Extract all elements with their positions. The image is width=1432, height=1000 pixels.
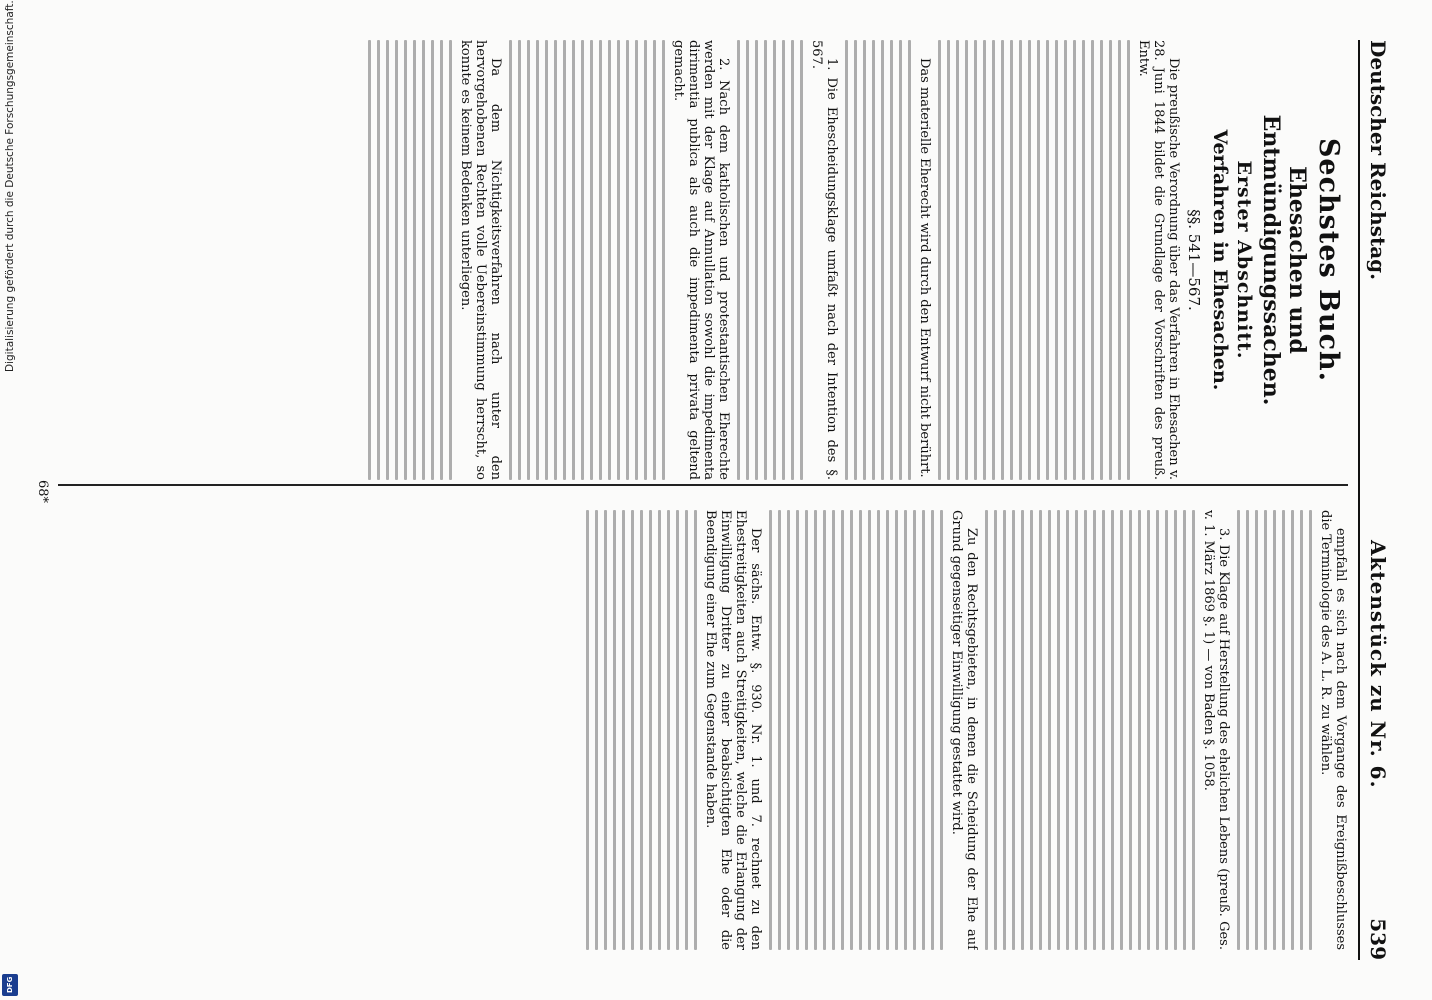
text-line: [1003, 510, 1006, 950]
text-line: [1048, 510, 1051, 950]
text-line: [791, 40, 794, 480]
paragraph-text: Das materielle Eherecht wird durch den Entwurf nicht berührt.: [917, 58, 932, 478]
text-line: [895, 510, 898, 950]
text-line: [1012, 510, 1015, 950]
text-line: [1127, 40, 1130, 480]
text-line: [1129, 510, 1132, 950]
text-line: [778, 510, 781, 950]
dfg-logo: DFG: [2, 974, 18, 996]
text-line: [841, 510, 844, 950]
text-line: [626, 40, 629, 480]
paragraph-text: 3. Die Klage auf Herstellung des ehelichen Lebens (preuß. Ges. v. 1. März 1869 §. 1) — von Baden §. 1058.: [1201, 510, 1231, 950]
text-line: [755, 40, 758, 480]
text-line: [581, 40, 584, 480]
signature-mark: 68*: [35, 480, 50, 504]
text-line: [644, 40, 647, 480]
text-line: [662, 40, 665, 480]
text-line: [1138, 510, 1141, 950]
text-line: [1075, 510, 1078, 950]
text-line: [1010, 40, 1013, 480]
paragraph-text: Die preußische Verordnung über das Verfahren in Ehesachen v. 28. Juni 1844 bildet die Grundlage der Vorschriften des preuß. Entw.: [1136, 40, 1181, 480]
text-line: [667, 510, 670, 950]
text-line: [1039, 510, 1042, 950]
text-line: [796, 510, 799, 950]
paragraph: [368, 40, 503, 480]
text-line: [545, 40, 548, 480]
text-line: [1028, 40, 1031, 480]
paragraph: [985, 510, 1231, 950]
text-line: [1037, 40, 1040, 480]
text-line: [850, 510, 853, 950]
text-line: [965, 40, 968, 480]
text-line: [1237, 510, 1240, 950]
text-line: [676, 510, 679, 950]
text-line: [931, 510, 934, 950]
text-line: [685, 510, 688, 950]
text-line: [649, 510, 652, 950]
paragraph: [938, 40, 1181, 480]
text-line: [1300, 510, 1303, 950]
text-line: [377, 40, 380, 480]
text-line: [805, 510, 808, 950]
text-line: [554, 40, 557, 480]
book-title: Sechstes Buch.: [1313, 137, 1344, 383]
paragraph-text: Da dem Nichtigkeitsverfahren nach unter den hervorgehobenen Rechten volle Uebereinstimmung herrscht, so konnte es keinem Bedenken unterliegen.: [458, 40, 503, 480]
text-line: [599, 40, 602, 480]
text-line: [1046, 40, 1049, 480]
text-line: [635, 40, 638, 480]
book-subtitle: Ehesachen und Entmündigungssachen.: [1258, 114, 1310, 406]
text-line: [431, 40, 434, 480]
text-line: [908, 40, 911, 480]
text-line: [938, 40, 941, 480]
text-line: [640, 510, 643, 950]
text-line: [509, 40, 512, 480]
text-line: [814, 510, 817, 950]
text-line: [913, 510, 916, 950]
section-subtitle: Verfahren in Ehesachen.: [1209, 129, 1231, 391]
text-line: [1246, 510, 1249, 950]
text-line: [1055, 40, 1058, 480]
text-line: [1030, 510, 1033, 950]
paragraph: [845, 40, 932, 480]
text-line: [1109, 40, 1112, 480]
text-line: [994, 510, 997, 950]
text-line: [1066, 510, 1069, 950]
text-line: [1091, 40, 1094, 480]
right-column: [58, 510, 1348, 950]
text-line: [1282, 510, 1285, 950]
text-line: [572, 40, 575, 480]
text-line: [518, 40, 521, 480]
text-line: [1120, 510, 1123, 950]
text-line: [985, 510, 988, 950]
text-line: [1255, 510, 1258, 950]
text-line: [956, 40, 959, 480]
text-line: [881, 40, 884, 480]
text-line: [832, 510, 835, 950]
text-line: [1021, 510, 1024, 950]
text-line: [1192, 510, 1195, 950]
text-line: [449, 40, 452, 480]
text-line: [859, 510, 862, 950]
text-line: [940, 510, 943, 950]
text-line: [613, 510, 616, 950]
text-line: [737, 40, 740, 480]
running-head: [1360, 40, 1390, 960]
text-line: [536, 40, 539, 480]
text-line: [422, 40, 425, 480]
left-column: [58, 40, 1348, 480]
section-title: Erster Abschnitt.: [1233, 160, 1255, 360]
paragraph-reference: §§. 541—567.: [1185, 209, 1203, 311]
text-line: [947, 40, 950, 480]
running-head-left: Deutscher Reichstag.: [1366, 40, 1390, 281]
text-line: [845, 40, 848, 480]
text-line: [746, 40, 749, 480]
text-line: [868, 510, 871, 950]
text-line: [890, 40, 893, 480]
paragraph-text: 1. Die Ehescheidungsklage umfaßt nach der Intention des §. 567.: [809, 40, 839, 480]
text-line: [658, 510, 661, 950]
text-line: [1291, 510, 1294, 950]
paragraph: [509, 40, 731, 480]
text-line: [563, 40, 566, 480]
text-line: [854, 40, 857, 480]
paragraph-text: 2. Nach dem katholischen und protestantischen Eherechte werden mit der Klage auf Annullation sowohl die impedimenta dirimentia publica als auch die impedimenta privata geltend gemacht.: [671, 40, 731, 480]
paragraph-text: empfahl es sich nach dem Vorgange des Ereignißbeschlusses die Terminologie des A. L. R. zu wählen.: [1318, 510, 1348, 950]
paragraph: [769, 510, 979, 950]
text-line: [586, 510, 589, 950]
text-line: [604, 510, 607, 950]
paragraph: [737, 40, 839, 480]
text-line: [782, 40, 785, 480]
text-line: [904, 510, 907, 950]
text-line: [1165, 510, 1168, 950]
text-line: [694, 510, 697, 950]
text-line: [1102, 510, 1105, 950]
text-line: [769, 510, 772, 950]
text-line: [386, 40, 389, 480]
text-line: [1264, 510, 1267, 950]
text-line: [863, 40, 866, 480]
text-line: [1156, 510, 1159, 950]
text-line: [1111, 510, 1114, 950]
text-line: [1147, 510, 1150, 950]
text-line: [1273, 510, 1276, 950]
text-line: [1084, 510, 1087, 950]
text-line: [1118, 40, 1121, 480]
paragraph-text: Zu den Rechtsgebieten, in denen die Scheidung der Ehe auf Grund gegenseitiger Einwilligung gestattet wird.: [949, 510, 979, 950]
text-line: [653, 40, 656, 480]
text-line: [440, 40, 443, 480]
text-line: [595, 510, 598, 950]
paragraph: [586, 510, 763, 950]
digitization-notice: Digitalisierung gefördert durch die Deutsche Forschungsgemeinschaft.: [4, 0, 16, 372]
text-line: [872, 40, 875, 480]
page-number: 539: [1366, 918, 1390, 960]
text-line: [413, 40, 416, 480]
text-line: [983, 40, 986, 480]
text-line: [1309, 510, 1312, 950]
text-line: [622, 510, 625, 950]
text-line: [1183, 510, 1186, 950]
text-line: [1100, 40, 1103, 480]
text-line: [787, 510, 790, 950]
text-line: [1001, 40, 1004, 480]
text-line: [527, 40, 530, 480]
header-rule: [1358, 40, 1360, 960]
text-line: [1057, 510, 1060, 950]
text-line: [1064, 40, 1067, 480]
text-line: [877, 510, 880, 950]
text-line: [1082, 40, 1085, 480]
text-line: [590, 40, 593, 480]
text-line: [404, 40, 407, 480]
text-line: [1019, 40, 1022, 480]
text-line: [368, 40, 371, 480]
text-line: [974, 40, 977, 480]
text-line: [1174, 510, 1177, 950]
paragraph-text: Der sächs. Entw. §. 930. Nr. 1. und 7. rechnet zu den Ehestreitigkeiten auch Streitigkeiten, welche die Erlangung der Einwilligung Dritter zu einer beabsichtigten Ehe oder die Beendigung einer Ehe zum Gegenstande haben.: [703, 510, 763, 950]
text-line: [823, 510, 826, 950]
text-line: [922, 510, 925, 950]
text-line: [631, 510, 634, 950]
paragraph: [1237, 510, 1348, 950]
text-line: [617, 40, 620, 480]
text-line: [1093, 510, 1096, 950]
running-head-middle: Aktenstück zu Nr. 6.: [1366, 540, 1390, 789]
column-divider: [58, 484, 1348, 486]
text-line: [608, 40, 611, 480]
text-line: [773, 40, 776, 480]
text-line: [992, 40, 995, 480]
text-line: [886, 510, 889, 950]
text-line: [395, 40, 398, 480]
text-line: [800, 40, 803, 480]
text-line: [899, 40, 902, 480]
text-line: [764, 40, 767, 480]
text-line: [1073, 40, 1076, 480]
